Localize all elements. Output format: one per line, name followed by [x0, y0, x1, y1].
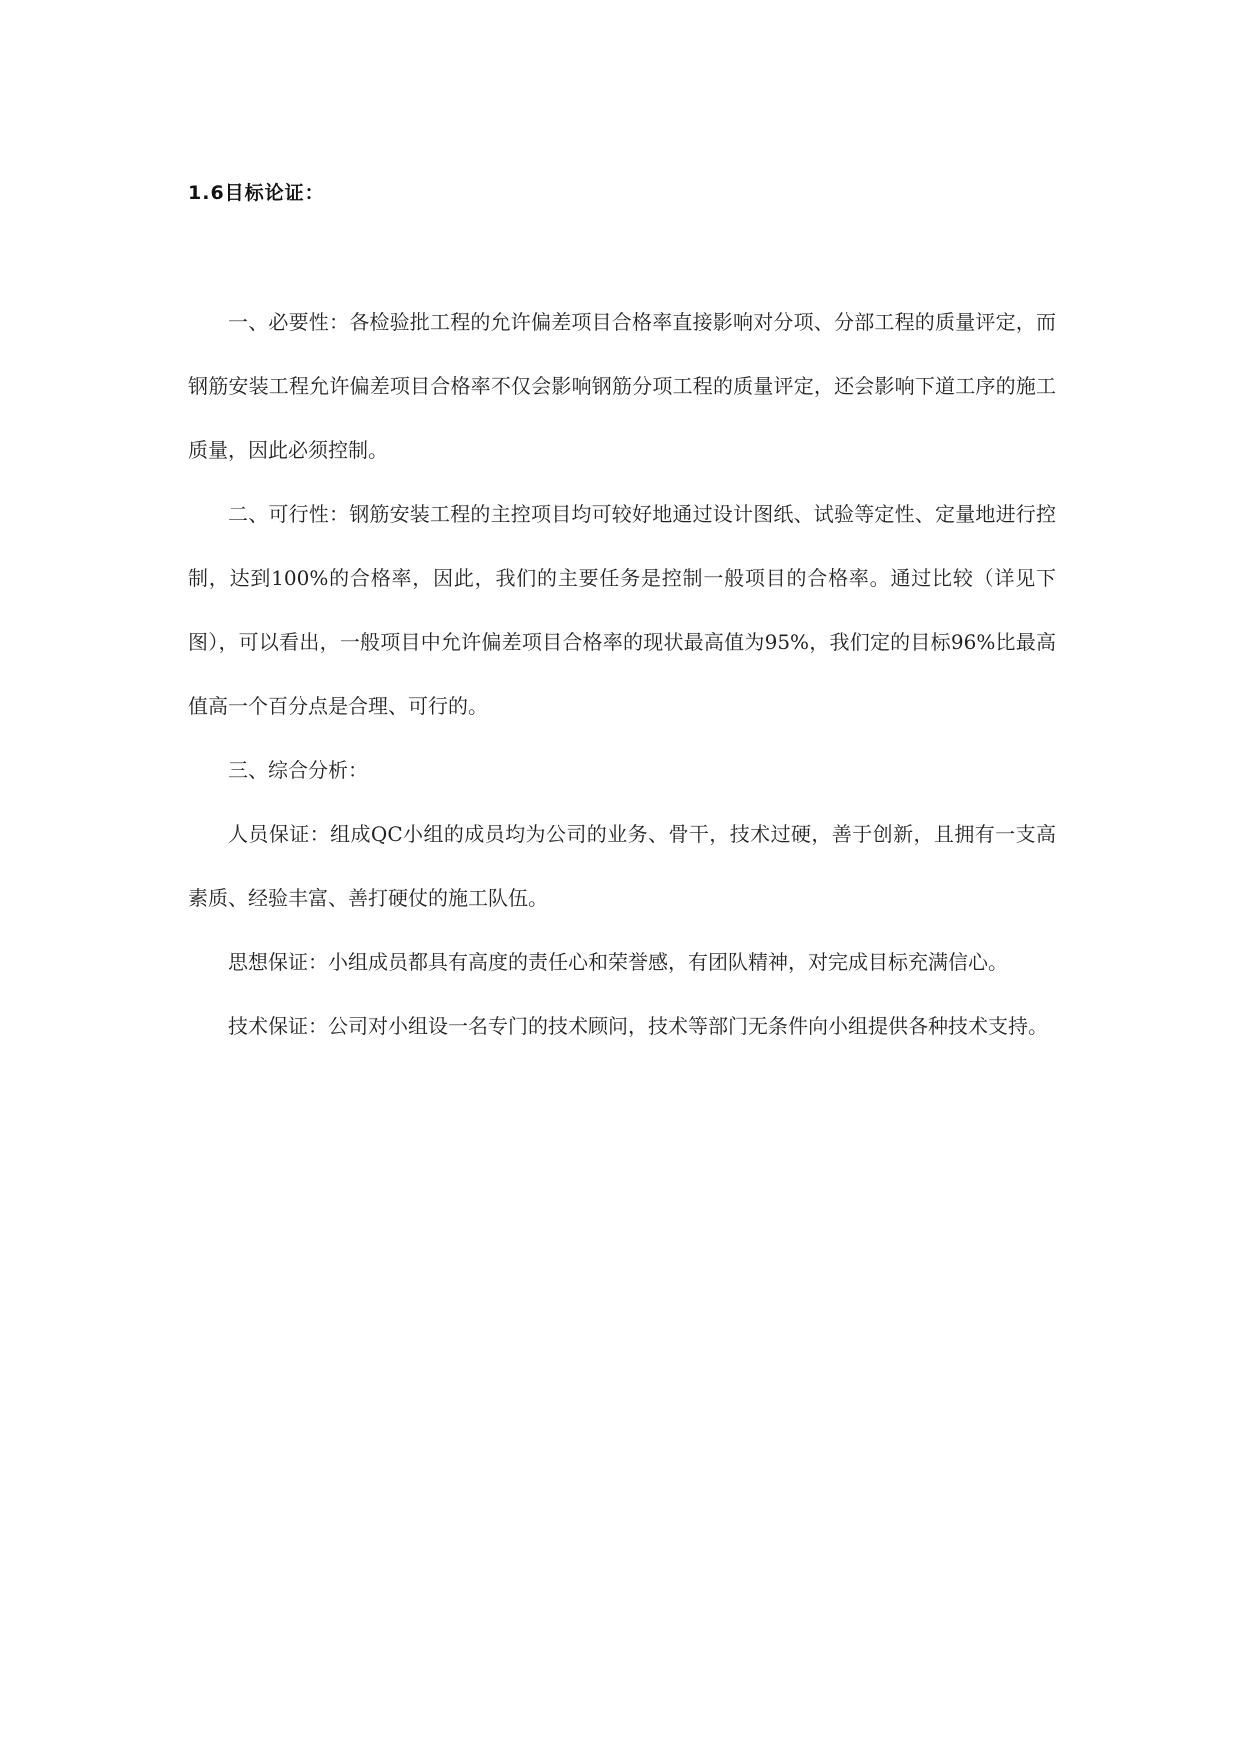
paragraph-technical-guarantee: 技术保证：公司对小组设一名专门的技术顾问，技术等部门无条件向小组提供各种技术支持。	[228, 1014, 1048, 1038]
paragraph-feasibility: 二、可行性：钢筋安装工程的主控项目均可较好地通过设计图纸、试验等定性、定量地进行控制，达到100%的合格率，因此，我们的主要任务是控制一般项目的合格率。通过比较（详见下图），可以看出，一般项目中允许偏差项目合格率的现状最高值为95%，我们定的目标96%比最高值高一个百分点是合理、可行的。	[188, 502, 1056, 718]
paragraph-necessity: 一、必要性：各检验批工程的允许偏差项目合格率直接影响对分项、分部工程的质量评定，而钢筋安装工程允许偏差项目合格率不仅会影响钢筋分项工程的质量评定，还会影响下道工序的施工质量，因此必须控制。	[188, 310, 1056, 462]
document-body	[188, 290, 1056, 1058]
section-heading: 1.6目标论证：	[188, 182, 325, 204]
paragraph-personnel-guarantee: 人员保证：组成QC小组的成员均为公司的业务、骨干，技术过硬，善于创新，且拥有一支高素质、经验丰富、善打硬仗的施工队伍。	[188, 822, 1056, 910]
paragraph-ideological-guarantee: 思想保证：小组成员都具有高度的责任心和荣誉感，有团队精神，对完成目标充满信心。	[228, 950, 1008, 974]
paragraph-comprehensive-analysis: 三、综合分析：	[228, 758, 368, 782]
